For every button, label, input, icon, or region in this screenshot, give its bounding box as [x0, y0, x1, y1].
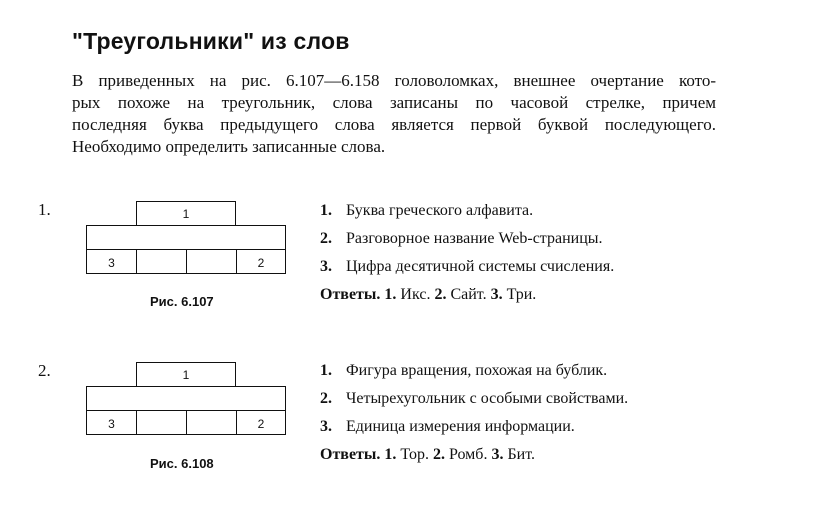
answer-text: Тор. — [400, 446, 429, 463]
answers-line — [320, 281, 614, 309]
clue-item — [320, 253, 614, 281]
cell-label: 1 — [182, 207, 190, 221]
figure-caption: Рис. 6.107 — [150, 294, 214, 309]
clue-text: Буква греческого алфавита. — [346, 202, 534, 219]
grid-cell — [136, 410, 187, 435]
intro-line: последняя буква предыдущего слова является первой буквой последующего. — [72, 115, 716, 134]
clue-text: Разговорное название Web-страницы. — [346, 230, 603, 247]
clue-item — [320, 385, 628, 413]
answer-text: Ромб. — [448, 446, 488, 463]
cell-label: 1 — [182, 368, 190, 382]
grid-cell-bottom-left — [86, 249, 137, 274]
page-title: "Треугольники" из слов — [72, 28, 350, 54]
grid-cell — [186, 410, 237, 435]
grid-cell-top — [136, 201, 236, 226]
answer-text: Три. — [506, 286, 537, 303]
grid-row-middle — [86, 386, 286, 411]
clue-text: Цифра десятичной системы счисления. — [346, 258, 615, 275]
intro-line: Необходимо определить записанные слова. — [72, 137, 386, 156]
answer-number: 2. — [432, 446, 445, 463]
clue-list — [320, 357, 628, 469]
intro-line: В приведенных на рис. 6.107—6.158 головоломках, внешнее очертание кото- — [72, 71, 716, 90]
answer-text: Сайт. — [450, 286, 487, 303]
answer-number: 3. — [490, 286, 503, 303]
clue-text: Фигура вращения, похожая на бублик. — [346, 362, 608, 379]
clue-number: 2. — [320, 230, 332, 247]
figure-caption: Рис. 6.108 — [150, 456, 214, 471]
cell-label: 2 — [257, 256, 265, 270]
puzzle-number: 2. — [38, 361, 51, 380]
grid-cell — [186, 249, 237, 274]
answer-number: 1. — [384, 286, 397, 303]
answer-number: 2. — [434, 286, 447, 303]
clue-number: 3. — [320, 418, 332, 435]
clue-number: 2. — [320, 390, 332, 407]
clue-text: Четырехугольник с особыми свойствами. — [346, 390, 629, 407]
cell-label: 2 — [257, 417, 265, 431]
answers-label: Ответы. — [320, 286, 381, 303]
intro-paragraph — [72, 70, 716, 158]
answer-text: Икс. — [400, 286, 431, 303]
clue-number: 3. — [320, 258, 332, 275]
answer-number: 1. — [384, 446, 397, 463]
clue-number: 1. — [320, 202, 332, 219]
grid-cell-bottom-right — [236, 249, 286, 274]
clue-item — [320, 197, 614, 225]
cell-label: 3 — [108, 256, 115, 270]
clue-number: 1. — [320, 362, 332, 379]
clue-text: Единица измерения информации. — [346, 418, 575, 435]
answer-number: 3. — [491, 446, 504, 463]
grid-cell — [136, 249, 187, 274]
clue-item — [320, 413, 628, 441]
answer-text: Бит. — [507, 446, 535, 463]
intro-line: рых похоже на треугольник, слова записаны по часовой стрелке, причем — [72, 93, 716, 112]
answers-label: Ответы. — [320, 446, 381, 463]
grid-cell-bottom-right — [236, 410, 286, 435]
grid-row-middle — [86, 225, 286, 250]
clue-item — [320, 225, 614, 253]
puzzle-number: 1. — [38, 200, 51, 219]
cell-label: 3 — [108, 417, 115, 431]
grid-cell-top — [136, 362, 236, 387]
grid-cell-bottom-left — [86, 410, 137, 435]
answers-line — [320, 441, 628, 469]
puzzle-grid — [86, 362, 286, 434]
puzzle-grid — [86, 201, 286, 273]
clue-list — [320, 197, 614, 309]
clue-item — [320, 357, 628, 385]
